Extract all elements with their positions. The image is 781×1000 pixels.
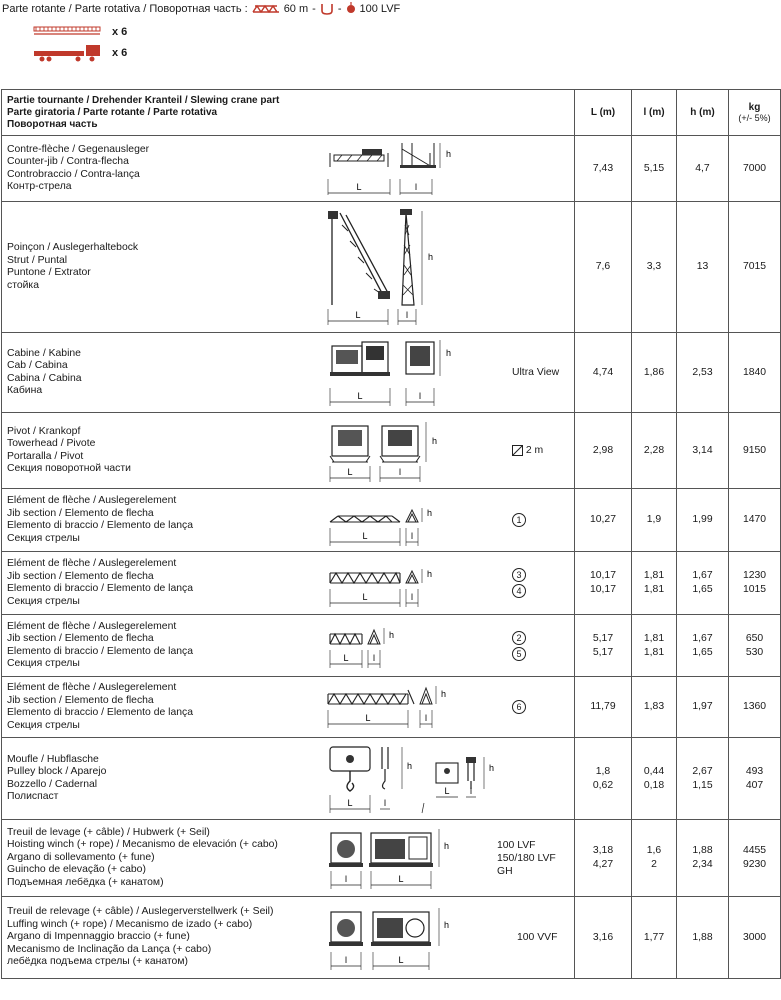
svg-text:l: l (345, 873, 347, 884)
component-note (512, 699, 574, 715)
jib-section-drawing (322, 555, 512, 612)
weight-value: 7015 (729, 202, 781, 333)
svg-text:h: h (407, 760, 413, 771)
counter-jib-drawing (322, 139, 512, 199)
component-note: 2 m (512, 444, 574, 457)
weight-value: 1230 1015 (729, 552, 781, 615)
width-value: 1,81 1,81 (632, 615, 677, 677)
cab-drawing (322, 336, 512, 410)
length-value: 11,79 (575, 677, 632, 738)
svg-text:l: l (415, 181, 417, 192)
jib-section-drawing (322, 618, 512, 674)
svg-text:l: l (411, 591, 413, 602)
component-note: Ultra View (512, 367, 560, 378)
hoisting-winch-drawing (327, 823, 497, 894)
weight-value: 3000 (729, 897, 781, 979)
svg-text:l: l (425, 712, 427, 723)
length-value: 1,8 0,62 (575, 738, 632, 820)
component-note: 100 VVF (517, 932, 558, 943)
truck-loaded-icon (32, 24, 102, 40)
svg-text:h: h (427, 507, 433, 518)
svg-text:L: L (356, 181, 362, 192)
jib-section-drawing (322, 492, 512, 549)
svg-text:L: L (355, 309, 361, 320)
svg-text:L: L (362, 530, 368, 541)
width-value: 1,83 (632, 677, 677, 738)
component-note (512, 630, 574, 662)
crane-model: 100 LVF (359, 2, 401, 15)
tower-section-icon (512, 445, 523, 456)
weight-value: 4455 9230 (729, 820, 781, 897)
width-value: 1,77 (632, 897, 677, 979)
transport-truck-trailer (32, 42, 127, 64)
length-value: 3,18 4,27 (575, 820, 632, 897)
length-value: 10,27 (575, 489, 632, 552)
height-value: 1,88 (677, 897, 729, 979)
table-row (2, 820, 781, 897)
header-description: Partie tournante / Drehender Kranteil / Slewing crane part Parte giratoria / Parte rotante / Parte rotativa Поворотная часть (2, 90, 575, 136)
width-value: 2,28 (632, 413, 677, 489)
truck-trailer-count: x 6 (112, 47, 128, 59)
length-value: 5,17 5,17 (575, 615, 632, 677)
width-value: 5,15 (632, 136, 677, 202)
height-value: 1,97 (677, 677, 729, 738)
length-value: 10,17 10,17 (575, 552, 632, 615)
component-note (512, 567, 574, 599)
jib-marker: 1 (512, 513, 526, 527)
svg-text:l: l (384, 797, 386, 808)
table-row (2, 489, 781, 552)
jib-section-drawing (322, 680, 512, 735)
table-header-row (2, 90, 781, 136)
jib-marker: 2 (512, 631, 526, 645)
svg-text:h: h (489, 762, 495, 773)
svg-text:L: L (398, 873, 404, 884)
svg-text:h: h (427, 568, 433, 579)
weight-value: 9150 (729, 413, 781, 489)
svg-text:L: L (343, 652, 349, 663)
component-note: 100 LVF 150/180 LVF GH (497, 839, 556, 877)
table-row (2, 202, 781, 333)
svg-text:L: L (347, 466, 353, 477)
jib-marker: 3 (512, 568, 526, 582)
height-value: 13 (677, 202, 729, 333)
table-row (2, 333, 781, 413)
height-value: 2,53 (677, 333, 729, 413)
svg-text:h: h (432, 435, 438, 446)
components-table (1, 89, 781, 979)
svg-text:L: L (398, 954, 404, 965)
component-names: Poinçon / Auslegerhaltebock Strut / Puntal Puntone / Extrator стойка (7, 242, 139, 291)
svg-text:h: h (389, 629, 395, 640)
length-value: 7,6 (575, 202, 632, 333)
component-names: Elément de flèche / Auslegerelement Jib section / Elemento de flecha Elemento di braccio / Elemento de lança Секция стрелы (7, 495, 193, 544)
table-row (2, 413, 781, 489)
width-value: 1,9 (632, 489, 677, 552)
transport-truck-loaded (32, 24, 127, 40)
height-value: 1,99 (677, 489, 729, 552)
length-value: 7,43 (575, 136, 632, 202)
length-value: 2,98 (575, 413, 632, 489)
component-names: Contre-flèche / Gegenausleger Counter-jib / Contra-flecha Controbraccio / Contra-lança Контр-стрела (7, 143, 150, 192)
table-row (2, 897, 781, 979)
page-header: Parte rotante / Parte rotativa / Поворотная часть : 60 m - - 100 LVF (2, 2, 401, 15)
svg-text:L: L (365, 712, 371, 723)
hook-icon (320, 3, 334, 15)
width-value: 1,86 (632, 333, 677, 413)
component-names: Cabine / Kabine Cab / Cabina Cabina / Cabina Кабина (7, 347, 82, 396)
width-value: 3,3 (632, 202, 677, 333)
height-value: 2,67 1,15 (677, 738, 729, 820)
strut-drawing (322, 205, 512, 330)
svg-text:h: h (446, 347, 452, 358)
width-value: 1,6 2 (632, 820, 677, 897)
svg-text:h: h (441, 688, 447, 699)
header-length: L (m) (575, 90, 632, 136)
jib-marker: 5 (512, 647, 526, 661)
truck-trailer-icon (32, 42, 102, 64)
svg-text:l: l (406, 309, 408, 320)
component-note (512, 512, 574, 528)
svg-text:h: h (428, 251, 434, 262)
header-title: Parte rotante / Parte rotativa / Поворотная часть : (2, 2, 248, 15)
header-weight: kg (+/- 5%) (729, 90, 781, 136)
weight-value: 1840 (729, 333, 781, 413)
svg-text:L: L (347, 797, 353, 808)
width-value: 0,44 0,18 (632, 738, 677, 820)
component-names: Moufle / Hubflasche Pulley block / Aparejo Bozzello / Cadernal Полиспаст (7, 753, 107, 802)
svg-text:l: l (419, 390, 421, 401)
svg-text:l: l (411, 530, 413, 541)
luffing-winch-drawing (327, 900, 517, 976)
component-names: Elément de flèche / Auslegerelement Jib section / Elemento de flecha Elemento di braccio / Elemento de lança Секция стрелы (7, 682, 193, 731)
svg-text:h: h (444, 840, 450, 851)
jib-length-icon (252, 4, 280, 13)
height-value: 1,67 1,65 (677, 615, 729, 677)
svg-text:l: l (373, 652, 375, 663)
weight-value: 493 407 (729, 738, 781, 820)
svg-text:l: l (345, 954, 347, 965)
weight-value: 1360 (729, 677, 781, 738)
table-row (2, 136, 781, 202)
table-row (2, 615, 781, 677)
jib-marker: 6 (512, 700, 526, 714)
length-value: 4,74 (575, 333, 632, 413)
height-value: 1,88 2,34 (677, 820, 729, 897)
table-row (2, 552, 781, 615)
towerhead-drawing (322, 416, 512, 486)
svg-text:l: l (470, 785, 472, 796)
component-names: Elément de flèche / Auslegerelement Jib section / Elemento de flecha Elemento di braccio / Elemento de lança Секция стрелы (7, 558, 193, 607)
svg-text:L: L (357, 390, 363, 401)
weight-value: 7000 (729, 136, 781, 202)
trolley-icon (346, 2, 356, 15)
pulley-block-drawing (322, 741, 512, 817)
table-row (2, 738, 781, 820)
svg-text:h: h (446, 148, 452, 159)
header-height: h (m) (677, 90, 729, 136)
height-value: 1,67 1,65 (677, 552, 729, 615)
svg-text:L: L (444, 785, 450, 796)
component-names: Pivot / Krankopf Towerhead / Pivote Portaralla / Pivot Секция поворотной части (7, 425, 131, 474)
svg-text:l: l (399, 466, 401, 477)
jib-length: 60 m (283, 2, 309, 15)
svg-text:h: h (444, 919, 450, 930)
table-row (2, 677, 781, 738)
weight-value: 650 530 (729, 615, 781, 677)
height-value: 4,7 (677, 136, 729, 202)
length-value: 3,16 (575, 897, 632, 979)
jib-marker: 4 (512, 584, 526, 598)
truck-loaded-count: x 6 (112, 26, 128, 38)
component-names: Treuil de levage (+ câble) / Hubwerk (+ Seil) Hoisting winch (+ rope) / Mecanismo de elevación (+ cabo) Argano di sollevamento (+ fune) Guincho de elevação (+ cabo) Подъемная лебёдка (+ канатом) (7, 826, 278, 888)
header-width: l (m) (632, 90, 677, 136)
height-value: 3,14 (677, 413, 729, 489)
width-value: 1,81 1,81 (632, 552, 677, 615)
component-names: Treuil de relevage (+ câble) / Auslegerverstellwerk (+ Seil) Luffing winch (+ rope) / Mecanismo de izado (+ cabo) Argano di Impennaggio braccio (+ fune) Mecanismo de Inclinação da Lança (+ cabo) лебёдка подъема стрелы (+ канатом) (7, 906, 274, 968)
component-names: Elément de flèche / Auslegerelement Jib section / Elemento de flecha Elemento di braccio / Elemento de lança Секция стрелы (7, 620, 193, 669)
svg-text:L: L (362, 591, 368, 602)
weight-value: 1470 (729, 489, 781, 552)
